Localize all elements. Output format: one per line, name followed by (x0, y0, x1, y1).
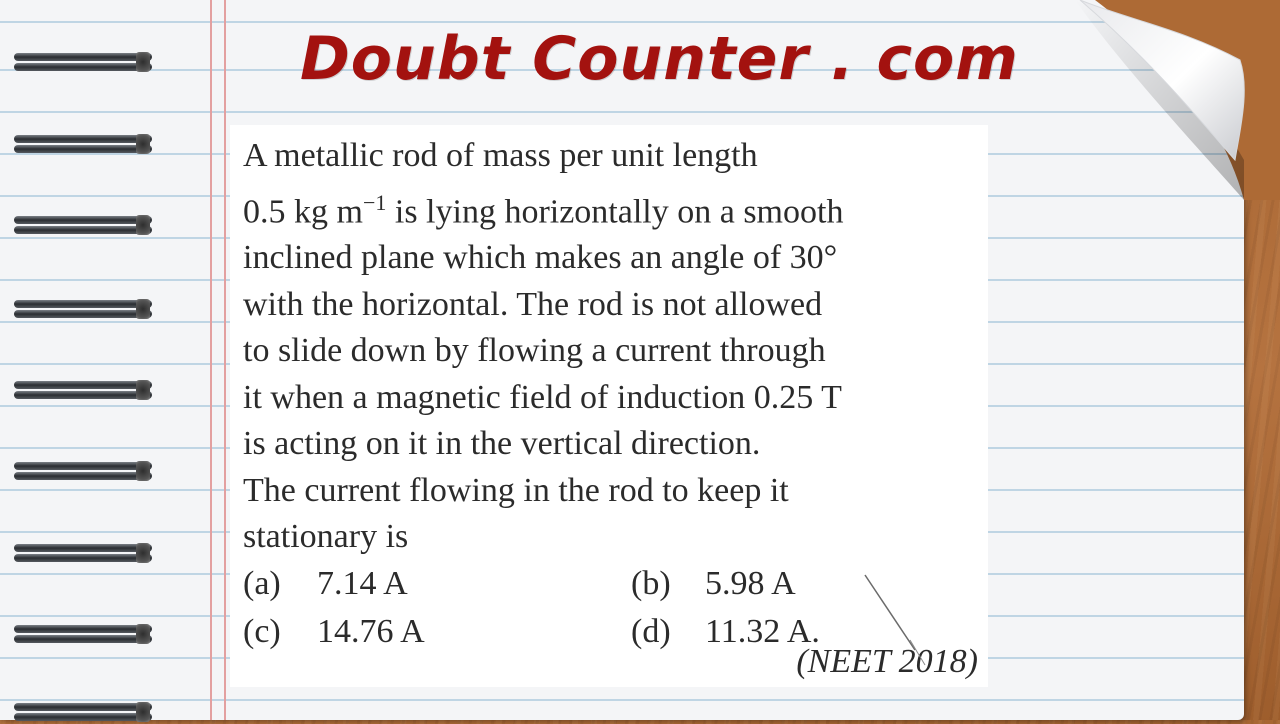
question-line: with the horizontal. The rod is not allowed (243, 285, 823, 323)
binding-hole (136, 380, 150, 400)
question-line: A metallic rod of mass per unit length (243, 137, 758, 174)
site-title: Doubt Counter . com (300, 24, 1019, 94)
option-label: (a) (243, 564, 281, 602)
question-line: 0.5 kg m (243, 192, 363, 230)
spiral-ring-icon (14, 378, 152, 402)
option-label: (d) (631, 612, 671, 650)
spiral-ring-icon (14, 50, 152, 74)
question-line: inclined plane which makes an angle of 30° (243, 239, 838, 277)
option-label: (c) (243, 612, 281, 650)
scratch-mark-icon (855, 570, 935, 670)
page-curl-icon (1035, 0, 1280, 200)
spiral-ring-icon (14, 700, 152, 724)
binding-hole (136, 215, 150, 235)
question-line: stationary is (243, 518, 409, 556)
option-value: 14.76 A (317, 612, 425, 650)
binding-hole (136, 543, 150, 563)
question-line: is acting on it in the vertical direction. (243, 425, 761, 463)
binding-hole (136, 134, 150, 154)
margin-line-left (210, 0, 212, 720)
option-d[interactable] (631, 609, 820, 655)
unit-exponent: −1 (362, 189, 387, 215)
exam-source: (NEET 2018) (796, 643, 978, 680)
binding-hole (136, 461, 150, 481)
spiral-ring-icon (14, 297, 152, 321)
option-a[interactable] (243, 561, 408, 607)
margin-line-right (224, 0, 226, 720)
question-line: The current flowing in the rod to keep it (243, 471, 789, 509)
option-value: 11.32 A. (705, 612, 820, 650)
option-b[interactable] (631, 561, 796, 607)
binding-hole (136, 52, 150, 72)
question-line: it when a magnetic field of induction 0.25 T (243, 378, 842, 416)
spiral-ring-icon (14, 459, 152, 483)
binding-hole (136, 299, 150, 319)
binding-hole (136, 702, 150, 722)
question-line: to slide down by flowing a current through (243, 332, 826, 370)
option-value: 5.98 A (705, 564, 796, 602)
option-value: 7.14 A (317, 564, 408, 602)
question-line: is lying horizontally on a smooth (386, 192, 844, 230)
spiral-ring-icon (14, 622, 152, 646)
option-label: (b) (631, 564, 671, 602)
question-text (243, 133, 976, 561)
spiral-ring-icon (14, 132, 152, 156)
binding-hole (136, 624, 150, 644)
spiral-ring-icon (14, 213, 152, 237)
option-c[interactable] (243, 609, 425, 655)
spiral-ring-icon (14, 541, 152, 565)
